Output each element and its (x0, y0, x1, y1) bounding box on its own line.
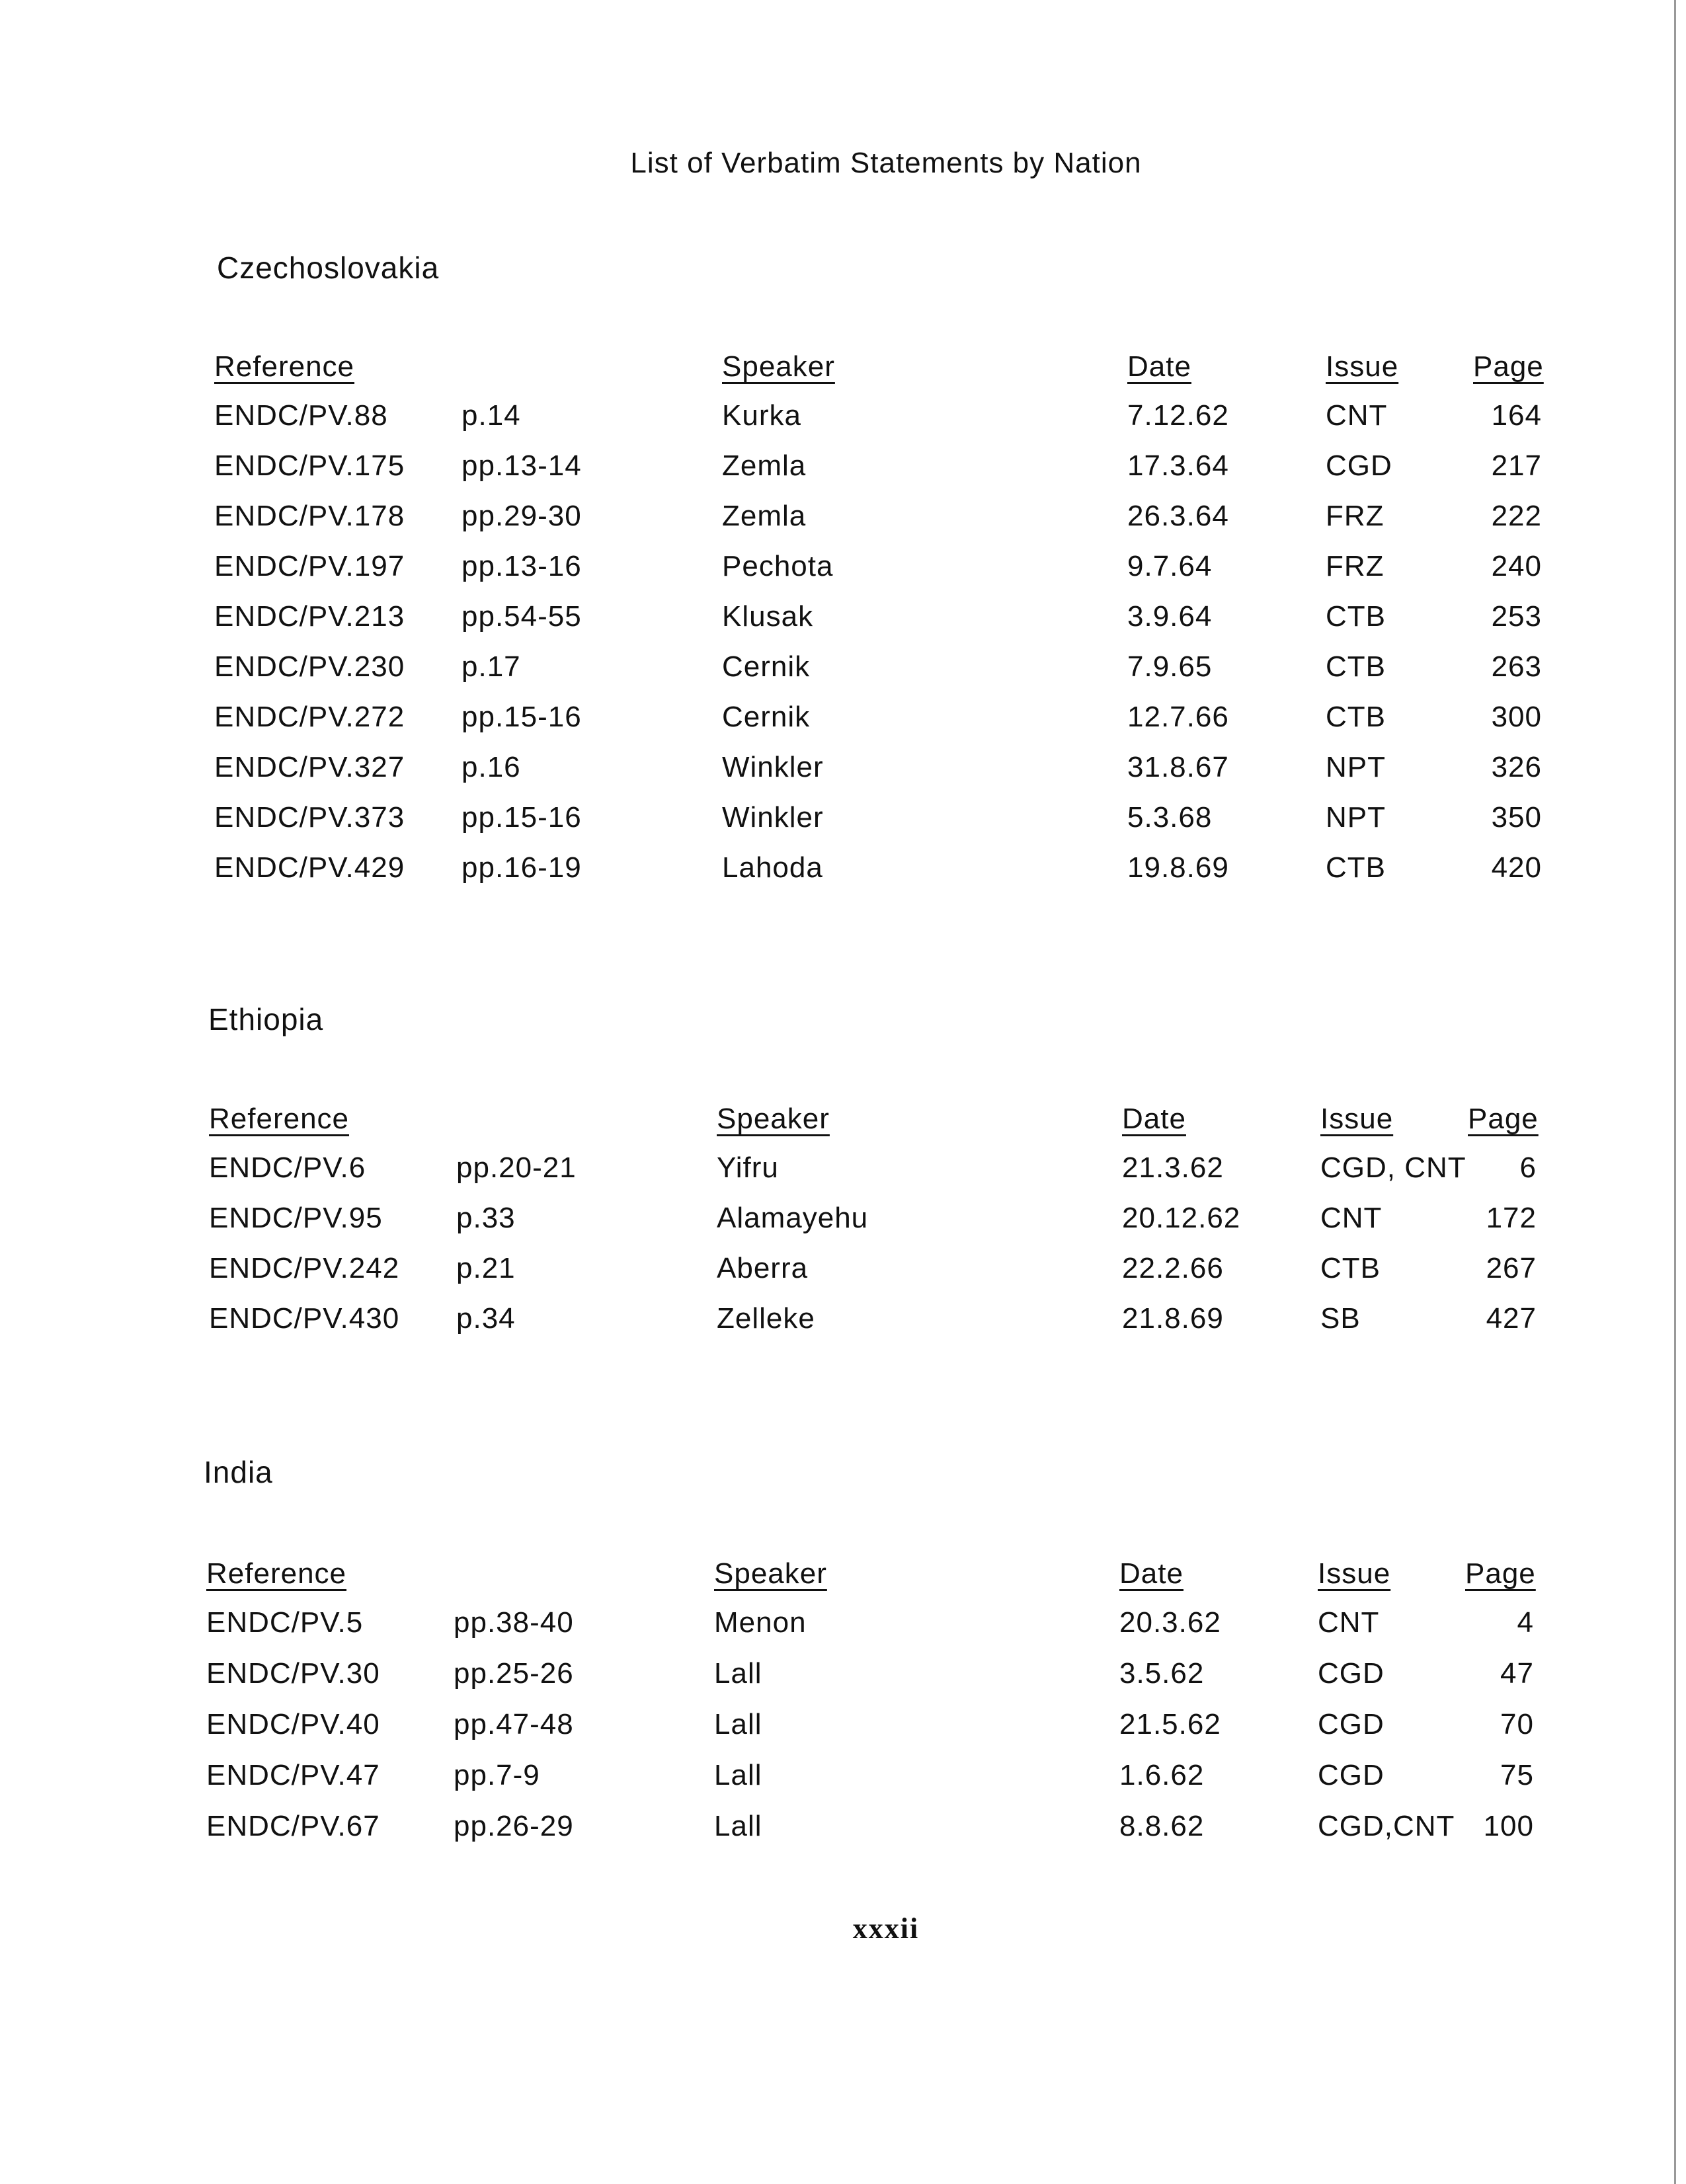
cell-issue: CNT (1318, 1606, 1380, 1639)
cell-page: 164 (1491, 399, 1542, 432)
cell-speaker: Lall (714, 1657, 762, 1690)
cell-page: 350 (1491, 801, 1542, 834)
cell-ref: ENDC/PV.67 (206, 1810, 380, 1842)
cell-pages: p.14 (462, 399, 521, 432)
cell-date: 3.9.64 (1127, 600, 1213, 633)
cell-date: 17.3.64 (1127, 449, 1229, 482)
cell-date: 7.9.65 (1127, 650, 1213, 683)
cell-page: 240 (1491, 550, 1542, 582)
cell-date: 1.6.62 (1119, 1759, 1205, 1791)
cell-date: 21.8.69 (1122, 1302, 1224, 1335)
cell-pages: pp.15-16 (462, 701, 582, 733)
cell-speaker: Lahoda (722, 851, 823, 884)
cell-pages: pp.7-9 (454, 1759, 540, 1791)
cell-speaker: Alamayehu (717, 1202, 869, 1234)
cell-date: 8.8.62 (1119, 1810, 1205, 1842)
cell-pages: p.21 (456, 1252, 516, 1284)
cell-speaker: Kurka (722, 399, 801, 432)
cell-speaker: Klusak (722, 600, 814, 633)
nation-heading: Ethiopia (208, 1002, 324, 1036)
cell-ref: ENDC/PV.95 (209, 1202, 383, 1234)
cell-ref: ENDC/PV.40 (206, 1708, 380, 1740)
cell-pages: pp.26-29 (454, 1810, 574, 1842)
column-header-date: Date (1119, 1557, 1184, 1590)
cell-pages: pp.16-19 (462, 851, 582, 884)
cell-ref: ENDC/PV.175 (214, 449, 405, 482)
cell-ref: ENDC/PV.327 (214, 751, 405, 783)
column-header-speaker: Speaker (714, 1557, 827, 1590)
cell-page: 300 (1491, 701, 1542, 733)
page-number: xxxii (852, 1912, 920, 1945)
cell-page: 267 (1486, 1252, 1537, 1284)
column-header-speaker: Speaker (722, 350, 835, 383)
cell-pages: pp.13-16 (462, 550, 582, 582)
cell-date: 26.3.64 (1127, 500, 1229, 532)
cell-issue: CGD (1318, 1759, 1385, 1791)
cell-ref: ENDC/PV.6 (209, 1151, 366, 1184)
cell-pages: pp.38-40 (454, 1606, 574, 1639)
cell-speaker: Yifru (717, 1151, 779, 1184)
cell-issue: FRZ (1326, 500, 1385, 532)
cell-issue: CGD, CNT (1320, 1151, 1466, 1184)
cell-speaker: Winkler (722, 801, 824, 834)
cell-issue: CTB (1326, 650, 1386, 683)
column-header-page: Page (1465, 1557, 1536, 1590)
cell-page: 217 (1491, 449, 1542, 482)
cell-date: 5.3.68 (1127, 801, 1213, 834)
cell-speaker: Aberra (717, 1252, 809, 1284)
cell-speaker: Pechota (722, 550, 834, 582)
cell-date: 31.8.67 (1127, 751, 1229, 783)
cell-ref: ENDC/PV.47 (206, 1759, 380, 1791)
cell-page: 222 (1491, 500, 1542, 532)
scan-edge-line (1674, 0, 1676, 2184)
cell-issue: NPT (1326, 801, 1386, 834)
cell-speaker: Zelleke (717, 1302, 815, 1335)
cell-issue: CNT (1320, 1202, 1383, 1234)
cell-date: 9.7.64 (1127, 550, 1213, 582)
cell-issue: FRZ (1326, 550, 1385, 582)
column-header-speaker: Speaker (717, 1103, 830, 1135)
cell-pages: p.34 (456, 1302, 516, 1335)
cell-speaker: Zemla (722, 449, 807, 482)
cell-page: 326 (1491, 751, 1542, 783)
cell-pages: pp.20-21 (456, 1151, 577, 1184)
cell-pages: p.16 (462, 751, 521, 783)
cell-ref: ENDC/PV.242 (209, 1252, 400, 1284)
column-header-reference: Reference (209, 1103, 350, 1135)
cell-date: 20.3.62 (1119, 1606, 1221, 1639)
cell-ref: ENDC/PV.429 (214, 851, 405, 884)
cell-page: 253 (1491, 600, 1542, 633)
nation-heading: India (204, 1455, 273, 1489)
cell-issue: CGD (1318, 1657, 1385, 1690)
cell-date: 21.5.62 (1119, 1708, 1221, 1740)
column-header-reference: Reference (206, 1557, 347, 1590)
column-header-page: Page (1473, 350, 1544, 383)
cell-speaker: Lall (714, 1810, 762, 1842)
cell-date: 21.3.62 (1122, 1151, 1224, 1184)
cell-date: 12.7.66 (1127, 701, 1229, 733)
cell-page: 427 (1486, 1302, 1537, 1335)
column-header-issue: Issue (1326, 350, 1399, 383)
cell-ref: ENDC/PV.197 (214, 550, 405, 582)
cell-speaker: Cernik (722, 650, 811, 683)
cell-issue: CGD,CNT (1318, 1810, 1455, 1842)
page-title: List of Verbatim Statements by Nation (630, 147, 1142, 179)
cell-pages: pp.15-16 (462, 801, 582, 834)
cell-ref: ENDC/PV.430 (209, 1302, 400, 1335)
cell-page: 100 (1483, 1810, 1534, 1842)
cell-speaker: Lall (714, 1759, 762, 1791)
column-header-date: Date (1122, 1103, 1186, 1135)
cell-ref: ENDC/PV.5 (206, 1606, 364, 1639)
cell-ref: ENDC/PV.88 (214, 399, 388, 432)
cell-issue: CTB (1326, 851, 1386, 884)
cell-ref: ENDC/PV.272 (214, 701, 405, 733)
cell-page: 4 (1517, 1606, 1534, 1639)
nation-heading: Czechoslovakia (217, 251, 440, 285)
cell-page: 47 (1500, 1657, 1534, 1690)
column-header-issue: Issue (1318, 1557, 1391, 1590)
cell-page: 75 (1500, 1759, 1534, 1791)
column-header-reference: Reference (214, 350, 355, 383)
cell-pages: pp.13-14 (462, 449, 582, 482)
column-header-issue: Issue (1320, 1103, 1394, 1135)
column-header-page: Page (1468, 1103, 1539, 1135)
cell-pages: p.33 (456, 1202, 516, 1234)
cell-speaker: Lall (714, 1708, 762, 1740)
cell-pages: pp.47-48 (454, 1708, 574, 1740)
cell-page: 420 (1491, 851, 1542, 884)
cell-page: 70 (1500, 1708, 1534, 1740)
cell-issue: CTB (1326, 600, 1386, 633)
cell-date: 20.12.62 (1122, 1202, 1241, 1234)
cell-date: 22.2.66 (1122, 1252, 1224, 1284)
cell-issue: CTB (1326, 701, 1386, 733)
cell-pages: pp.29-30 (462, 500, 582, 532)
cell-page: 263 (1491, 650, 1542, 683)
cell-pages: pp.54-55 (462, 600, 582, 633)
cell-speaker: Zemla (722, 500, 807, 532)
cell-issue: CNT (1326, 399, 1388, 432)
cell-ref: ENDC/PV.230 (214, 650, 405, 683)
cell-date: 7.12.62 (1127, 399, 1229, 432)
cell-pages: p.17 (462, 650, 521, 683)
cell-date: 19.8.69 (1127, 851, 1229, 884)
cell-speaker: Menon (714, 1606, 807, 1639)
cell-issue: CGD (1326, 449, 1392, 482)
cell-issue: SB (1320, 1302, 1361, 1335)
cell-ref: ENDC/PV.178 (214, 500, 405, 532)
column-header-date: Date (1127, 350, 1191, 383)
cell-issue: CTB (1320, 1252, 1381, 1284)
cell-page: 6 (1519, 1151, 1537, 1184)
cell-issue: NPT (1326, 751, 1386, 783)
cell-issue: CGD (1318, 1708, 1385, 1740)
cell-page: 172 (1486, 1202, 1537, 1234)
cell-speaker: Cernik (722, 701, 811, 733)
cell-speaker: Winkler (722, 751, 824, 783)
cell-ref: ENDC/PV.373 (214, 801, 405, 834)
cell-date: 3.5.62 (1119, 1657, 1205, 1690)
cell-ref: ENDC/PV.30 (206, 1657, 380, 1690)
cell-ref: ENDC/PV.213 (214, 600, 405, 633)
cell-pages: pp.25-26 (454, 1657, 574, 1690)
